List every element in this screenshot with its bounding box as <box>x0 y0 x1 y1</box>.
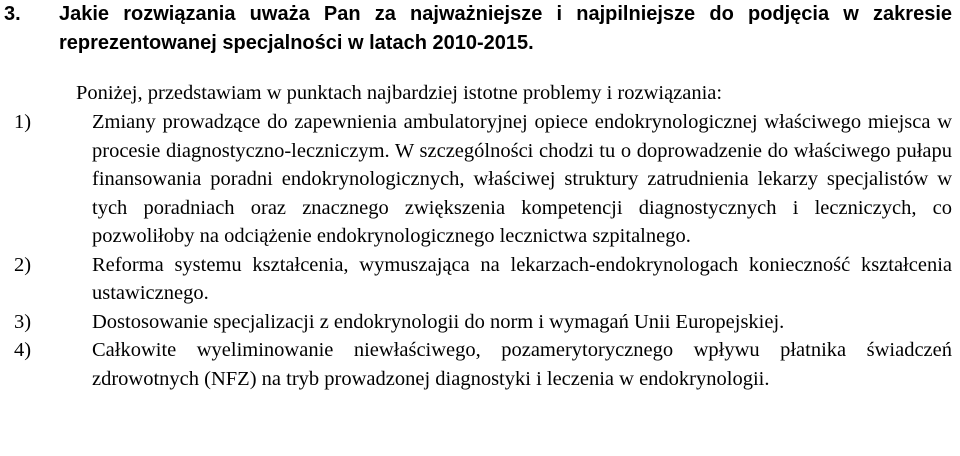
list-item <box>0 336 960 393</box>
solutions-list <box>0 108 960 393</box>
list-item-number: 2) <box>14 253 32 276</box>
list-item-number: 4) <box>14 339 32 361</box>
list-item <box>0 308 960 337</box>
list-item-number: 3) <box>14 310 32 333</box>
list-item <box>0 108 960 251</box>
question-text: Jakie rozwiązania uważa Pan za najważniejsze i najpilniejsze do podjęcia w zakresie reprezentowanej specjalności w latach 2010-2015. <box>59 3 952 54</box>
list-item-text: Dostosowanie specjalizacji z endokrynologii do norm i wymagań Unii Europejskiej. <box>92 310 785 333</box>
list-item-text: Zmiany prowadzące do zapewnienia ambulatoryjnej opiece endokrynologicznej właściwego miejsca w procesie diagnostyczno-leczniczym. W szczególności chodzi tu o doprowadzenie do właściwego pułapu finansowania poradni endokrynologicznych, właściwej struktury zatrudnienia lekarzy specjalistów w tych poradniach oraz znacznego zwiększenia kompetencji diagnostycznych i leczniczych, co pozwoliłoby na odciążenie endokrynologicznego lecznictwa szpitalnego. <box>92 111 952 247</box>
question-heading <box>4 0 952 58</box>
list-item <box>0 251 960 308</box>
list-item-number: 1) <box>14 111 32 133</box>
list-item-text: Całkowite wyeliminowanie niewłaściwego, pozamerytorycznego wpływu płatnika świadczeń zdrowotnych (NFZ) na tryb prowadzonej diagnostyki i leczenia w endokrynologii. <box>92 339 952 390</box>
question-number: 3. <box>4 3 21 25</box>
list-item-text: Reforma systemu kształcenia, wymuszająca na lekarzach-endokrynologach konieczność kształcenia ustawicznego. <box>92 253 952 304</box>
intro-paragraph: Poniżej, przedstawiam w punktach najbardziej istotne problemy i rozwiązania: <box>76 82 723 104</box>
